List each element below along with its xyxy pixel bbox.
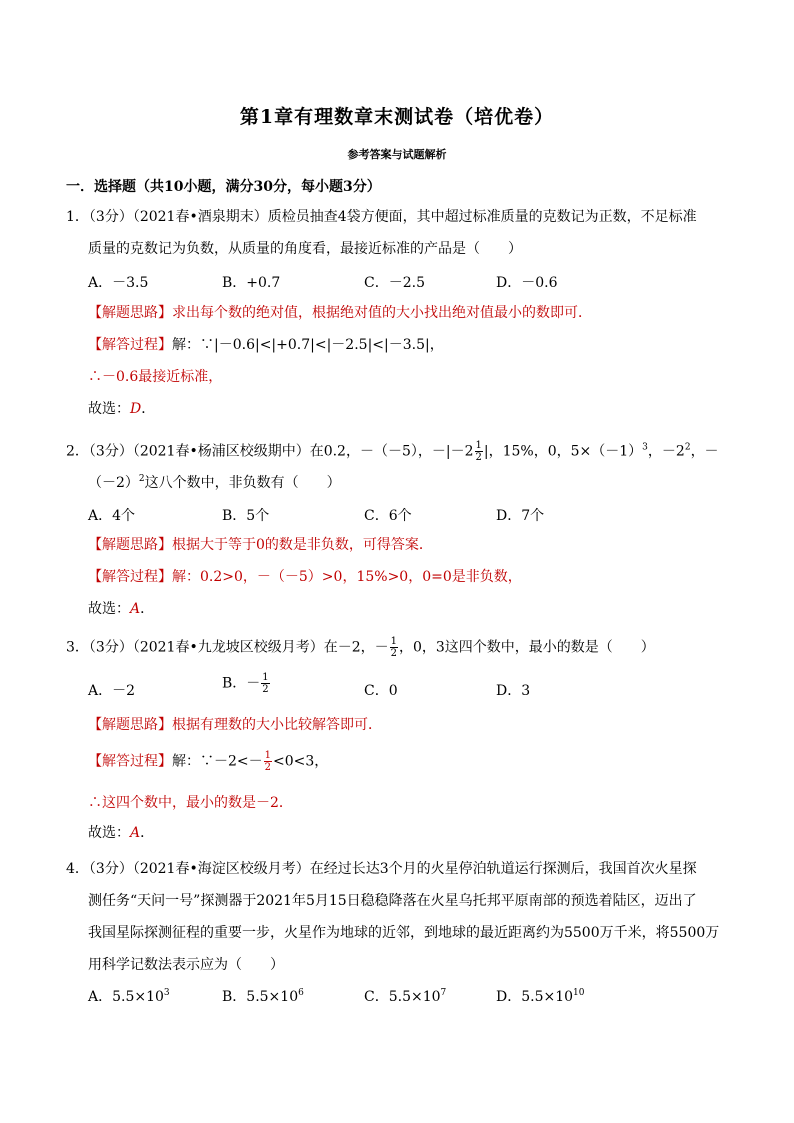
q1-solution-process — [88, 334, 444, 356]
q3-option-a: A．－2 — [88, 683, 136, 699]
option-prefix: B．－ — [222, 675, 261, 692]
idea-label: 【解题思路】 — [88, 537, 172, 553]
q2-option-b: B．5个 — [222, 508, 270, 524]
fraction-denominator: 2 — [262, 684, 269, 695]
idea-label: 【解题思路】 — [88, 305, 172, 321]
section-heading: 一．选择题（共10小题，满分30分，每小题3分） — [66, 179, 381, 195]
q2-solution-idea — [88, 534, 433, 556]
q2-fraction — [475, 440, 483, 463]
exponent: 6 — [298, 988, 304, 998]
fraction-denominator: 2 — [264, 762, 272, 773]
q4-stem-line4: 用科学记数法表示应为（ ） — [88, 957, 284, 973]
q2-stem-line1 — [66, 440, 719, 463]
q1-answer — [88, 398, 155, 420]
option-base: A．5.5×10 — [88, 989, 164, 1005]
process-label: 【解答过程】 — [88, 753, 172, 770]
fraction-numerator: 1 — [390, 636, 397, 647]
q2-option-d: D．7个 — [496, 508, 545, 524]
q3-solution-idea — [88, 714, 382, 736]
q1-option-c: C．－2.5 — [364, 275, 425, 291]
option-fraction — [261, 672, 269, 695]
idea-text: 求出每个数的绝对值，根据绝对值的大小找出绝对值最小的数即可． — [172, 305, 592, 321]
q2-text-d: ，－ — [690, 443, 719, 460]
q3-answer — [88, 822, 154, 844]
q2-option-a: A．4个 — [88, 508, 136, 524]
answer-letter: A — [130, 825, 141, 841]
option-base: D．5.5×10 — [496, 989, 574, 1005]
process-label: 【解答过程】 — [88, 569, 172, 585]
fraction-denominator: 2 — [475, 452, 482, 463]
option-base: B．5.5×10 — [222, 989, 299, 1005]
q4-stem-line3: 我国星际探测征程的重要一步，火星作为地球的近邻，到地球的最近距离约为5500万千米，将5500万 — [88, 925, 720, 941]
q3-text-b: ，0，3这四个数中，最小的数是（ ） — [398, 639, 655, 656]
q2-text-c: ，－2 — [647, 443, 685, 460]
fraction-numerator: 1 — [262, 672, 269, 683]
q4-option-d — [496, 986, 585, 1006]
answer-suffix: ． — [141, 401, 156, 417]
q4-option-a — [88, 986, 170, 1006]
page-subtitle: 参考答案与试题解析 — [347, 148, 447, 161]
q2-stem-line2 — [88, 472, 341, 494]
answer-prefix: 故选： — [88, 601, 130, 617]
answer-prefix: 故选： — [88, 825, 130, 841]
q3-fraction — [390, 636, 398, 659]
idea-label: 【解题思路】 — [88, 717, 172, 733]
q1-stem-line2: 质量的克数记为负数，从质量的角度看，最接近标准的产品是（ ） — [88, 241, 522, 257]
answer-letter: A — [130, 601, 141, 617]
fraction-numerator: 1 — [475, 440, 482, 451]
q1-stem-line1: 1．（3分）（2021春•酒泉期末）质检员抽查4袋方便面，其中超过标准质量的克数记为正数，不足标准 — [66, 209, 697, 225]
q2-text-b: |，15%，0，5×（－1） — [483, 443, 643, 460]
q3-option-d: D．3 — [496, 683, 531, 699]
q1-option-d: D．－0.6 — [496, 275, 558, 291]
q3-option-b — [222, 672, 271, 695]
answer-prefix: 故选： — [88, 401, 130, 417]
exponent: 2 — [138, 474, 145, 484]
q2-text-e: （－2） — [88, 475, 139, 491]
process-label: 【解答过程】 — [88, 337, 172, 353]
q3-option-c: C．0 — [364, 683, 398, 699]
option-base: C．5.5×10 — [364, 989, 441, 1005]
q2-text-f: 这八个数中，非负数有（ ） — [144, 475, 341, 491]
q4-option-c — [364, 986, 446, 1006]
process-text-a: 解：∵－2<－ — [172, 753, 263, 770]
q2-answer — [88, 598, 154, 620]
process-fraction — [264, 750, 272, 773]
q3-text-a: 3．（3分）（2021春•九龙坡区校级月考）在－2，－ — [66, 639, 389, 656]
answer-suffix: ． — [140, 601, 155, 617]
q1-solution-idea — [88, 302, 592, 324]
idea-text: 根据有理数的大小比较解答即可． — [172, 717, 382, 733]
exponent: 2 — [684, 442, 691, 453]
q1-solution-conclusion: ∴－0.6最接近标准， — [88, 369, 223, 385]
exponent: 3 — [642, 442, 648, 453]
q1-option-a: A．－3.5 — [88, 275, 149, 291]
fraction-denominator: 2 — [390, 648, 397, 659]
process-text: 解：∵|－0.6|<|+0.7|<|－2.5|<|－3.5|， — [172, 337, 444, 353]
q3-solution-conclusion: ∴这四个数中，最小的数是－2． — [88, 795, 293, 811]
answer-suffix: ． — [140, 825, 155, 841]
exponent: 7 — [440, 988, 447, 998]
q1-option-b: B．+0.7 — [222, 275, 281, 291]
q3-stem-line1 — [66, 636, 655, 659]
q4-stem-line2: 测任务“天问一号”探测器于2021年5月15日稳稳降落在火星乌托邦平原南部的预选着陆区，迈出了 — [88, 893, 697, 909]
q2-solution-process — [88, 566, 522, 588]
exponent: 10 — [573, 988, 585, 998]
fraction-numerator: 1 — [264, 750, 272, 761]
page-title: 第1章有理数章末测试卷（培优卷） — [239, 106, 555, 128]
q4-stem-line1: 4．（3分）（2021春•海淀区校级月考）在经过长达3个月的火星停泊轨道运行探测后，我国首次火星探 — [66, 861, 697, 877]
q3-solution-process — [88, 750, 328, 773]
exponent: 3 — [163, 988, 170, 998]
q2-text-a: 2．（3分）（2021春•杨浦区校级期中）在0.2，－（－5），－|－2 — [66, 443, 474, 460]
q4-option-b — [222, 986, 304, 1006]
answer-letter: D — [130, 401, 142, 417]
process-text-b: <0<3， — [273, 753, 329, 770]
idea-text: 根据大于等于0的数是非负数，可得答案． — [172, 537, 433, 553]
process-text: 解：0.2>0，－（－5）>0，15%>0，0=0是非负数， — [172, 569, 522, 585]
q2-option-c: C．6个 — [364, 508, 412, 524]
